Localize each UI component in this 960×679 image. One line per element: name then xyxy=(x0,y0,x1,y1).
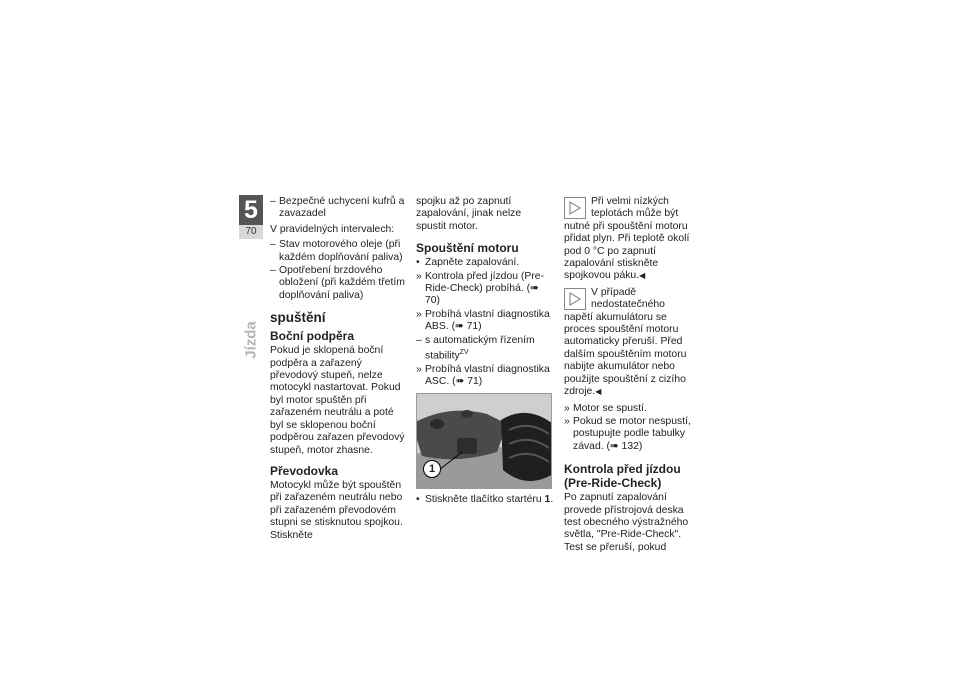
intro-text: V pravidelných intervalech: xyxy=(270,223,395,235)
end-mark-icon: ◀ xyxy=(595,387,602,397)
list-item: – Opotřebení brzdového obložení (při každém třetím doplňování paliva) xyxy=(270,265,405,301)
list-item: – Stav motorového oleje (při každém doplňování paliva) xyxy=(270,239,403,263)
list-item: » Pokud se motor nespustí, postupujte podle tabulky závad. (➠ 132) xyxy=(564,415,691,452)
paragraph: spojku až po zapnutí zapalování, jinak nelze spustit motor. xyxy=(416,196,522,232)
subheading: Boční podpěra xyxy=(270,329,355,344)
paragraph: Motocykl může být spouštěn při zařazeném neutrálu nebo při zařazeném převodovém stupni se stisknutou spojkou. Stiskněte xyxy=(270,479,403,541)
chapter-tab xyxy=(239,195,263,239)
subheading: Kontrola před jízdou (Pre-Ride-Check) xyxy=(564,462,681,491)
list-item: • Stiskněte tlačítko startéru 1. xyxy=(416,493,554,505)
subheading: Převodovka xyxy=(270,463,339,478)
callout-1: 1 xyxy=(423,460,441,478)
note-1: Při velmi nízkých teplotách může být nutné při spouštění motoru přidat plyn. Při teplotě okolí pod 0 °C po zapnutí zapalování stiskněte spojkovou páku.◀ xyxy=(564,196,690,282)
subheading: Spouštění motoru xyxy=(416,241,519,256)
list-item: » Probíhá vlastní diagnostika ASC. (➠ 71) xyxy=(416,363,550,388)
note-2: V případě nedostatečného napětí akumulátoru se proces spouštění motoru automaticky přeruší. Před dalším spouštěním motoru nabijte akumulátor nebo použijte spouštění z cizího zdroje.◀ xyxy=(564,286,687,398)
list-item: – s automatickým řízením stability$^{ZV}$ xyxy=(416,334,535,362)
column-1 xyxy=(270,196,406,545)
section-label-text: Jízda xyxy=(242,321,260,359)
section-label xyxy=(238,310,264,370)
list-item: » Kontrola před jízdou (Pre-Ride-Check) probíhá. (➠ 70) xyxy=(416,270,544,307)
handlebar-switch-photo xyxy=(416,393,552,489)
list-item: » Probíhá vlastní diagnostika ABS. (➠ 71) xyxy=(416,308,550,333)
paragraph: Po zapnutí zapalování provede přístrojová deska test obecného výstražného světla, "Pre-Ride-Check". Test se přeruší, pokud xyxy=(564,492,689,553)
end-mark-icon: ◀ xyxy=(639,271,646,281)
column-2 xyxy=(416,196,554,507)
page-number: 70 xyxy=(239,225,263,239)
column-3 xyxy=(564,196,696,557)
paragraph: Pokud je sklopená boční podpěra a zařazený převodový stupeň, nelze motocykl nastartovat. Pokud byl motor spuštěn při zařazeném neutrálu a poté byl se sklopenou boční podpěrou zařazen převodový stupeň, motor zhasne. xyxy=(270,345,405,456)
note-icon xyxy=(564,288,586,310)
list-item: – Bezpečné uchycení kufrů a zavazadel xyxy=(270,196,405,220)
note-icon xyxy=(564,197,586,219)
chapter-number: 5 xyxy=(239,195,263,225)
section-heading: spuštění xyxy=(270,310,326,326)
list-item: » Motor se spustí. xyxy=(564,402,647,414)
list-item: • Zapněte zapalování. xyxy=(416,257,520,269)
